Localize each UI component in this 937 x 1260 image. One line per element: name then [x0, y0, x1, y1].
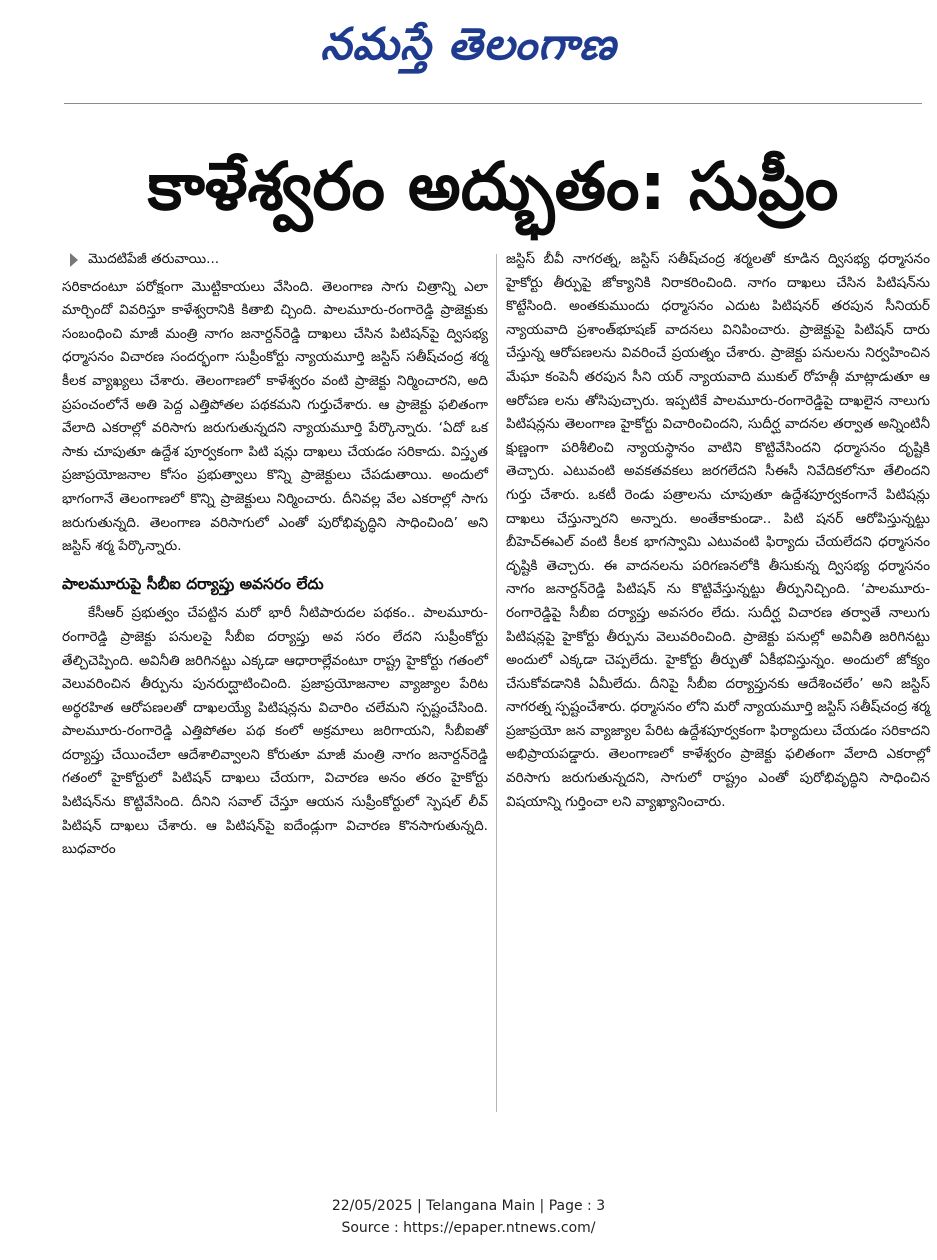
- newspaper-masthead: నమస్తే తెలంగాణ: [320, 19, 617, 70]
- section-subheading: పాలమూరుపై సీబీఐ దర్యాప్తు అవసరం లేదు: [62, 574, 324, 593]
- right-paragraph-1: జస్టిస్ బీవీ నాగరత్న, జస్టిస్ సతీష్‌చంద్ర శర్మలతో కూడిన ద్విసభ్య ధర్మాసనం హైకోర్టు తీర్పుపై జోక్యానికి నిరాకరించింది. నాగం దాఖలు చేసిన పిటిషన్‌ను కొట్టేసింది. అంతకుముందు ధర్మాసనం ఎదుట పిటిషనర్ తరపున సీనియర్ న్యాయవాది ప్రశాంత్‌భూషణ్ వాదనలు వినిపించారు. ప్రాజెక్టుపై పిటిషన్ దారు చేస్తున్న ఆరోపణలను వివరించే ప్రయత్నం చేశారు. ప్రాజెక్టు పనులను నిర్వహించిన మేఘా కంపెనీ తరపున సీని యర్ న్యాయవాది ముకుల్ రోహత్గీ మాట్లాడుతూ ఆ ఆరోపణ లను తోసిపుచ్చారు. ఇప్పటికే పాలమూరు-రంగారెడ్డిపై దాఖలైన నాలుగు పిటిషన్లను తెలంగాణ హైకోర్టు విచారించిందని, సుదీర్ఘ వాదనల తర్వాత అన్నింటినీ క్షుణ్ణంగా పరిశీలించి న్యాయస్థానం వాటిని కొట్టివేసిందని ధర్మాసనం దృష్టికి తెచ్చారు. ఎటువంటి అవకతవకలు జరగలేదని సీఈసీ నివేదికలోనూ తేలిందని గుర్తు చేశారు. ఒకటీ రెండు పత్రాలను చూపుతూ ఉద్దేశపూర్వకంగానే పిటిషన్లు దాఖలు చేస్తున్నారని అన్నారు. అంతేకాకుండా.. పిటి షనర్ ఆరోపిస్తున్నట్టు బీహెచ్‌ఈఎల్ వంటి కీలక భాగస్వామి ఎటువంటి ఫిర్యాదు చేయలేదని ధర్మాసనం దృష్టికి తెచ్చారు. ఈ వాదనలను పరిగణనలోకి తీసుకున్న ద్విసభ్య ధర్మాసనం నాగం జనార్దన్‌రెడ్డి పిటిషన్ ను కొట్టివేస్తున్నట్టు తీర్పునిచ్చింది. ‘పాలమూరు-రంగారెడ్డిపై సీబీఐ దర్యాప్తు అవసరం లేదు. సుదీర్ఘ విచారణ తర్వాతే నాలుగు పిటిషన్లపై హైకోర్టు తీర్పును వెలువరించింది. ప్రాజెక్టు పనుల్లో అవినీతి జరిగినట్టు అందులో ఎక్కడా చెప్పలేదు. హైకోర్టు తీర్పుతో ఏకీభవిస్తున్నం. అందులో జోక్యం చేసుకోవడానికి ఏమీలేదు. దీనిపై సీబీఐ దర్యాప్తునకు ఆదేశించలేం’ అని జస్టిస్ నాగరత్న స్పష్టంచేశారు. ధర్మాసనం లోని మరో న్యాయమూర్తి జస్టిస్ సతీష్‌చంద్ర శర్మ ప్రజాప్రయో జన వ్యాజ్యాల పేరిట ఉద్దేశపూర్వకంగా ఫిర్యాదులు చేయడం సరికాదని అభిప్రాయపడ్డారు. తెలంగాణలో కాళేశ్వరం ప్రాజెక్టు ఫలితంగా వేలాది ఎకరాల్లో వరిసాగు జరుగుతున్నదని, సాగులో రాష్ట్రం ఎంతో పురోభివృద్ధిని సాధించిన విషయాన్ని గుర్తించా లని వ్యాఖ్యానించారు.: [506, 251, 930, 810]
- left-paragraph-1: సరికాదంటూ పరోక్షంగా మొట్టికాయలు వేసింది. తెలంగాణ సాగు చిత్రాన్ని ఎలా మార్చిందో వివరిస్తూ కాళేశ్వరానికి కితాబి చ్చింది. పాలమూరు-రంగారెడ్డి ప్రాజెక్టుకు సంబంధించి మాజీ మంత్రి నాగం జనార్దన్‌రెడ్డి దాఖలు చేసిన పిటిషన్‌పై ద్విసభ్య ధర్మాసనం విచారణ సందర్భంగా సుప్రీంకోర్టు న్యాయమూర్తి జస్టిస్ సతీష్‌చంద్ర శర్మ కీలక వ్యాఖ్యలు చేశారు. తెలంగాణలో కాళేశ్వరం వంటి ప్రాజెక్టు నిర్మించారని, అది ప్రపంచంలోనే అతి పెద్ద ఎత్తిపోతల పథకమని గుర్తుచేశారు. ఆ ప్రాజెక్టు ఫలితంగా వేలాది ఎకరాల్లో వరిసాగు జరుగుతున్నదని న్యాయమూర్తి పేర్కొన్నారు. ‘ఏదో ఒక సాకు చూపుతూ ఉద్దేశ పూర్వకంగా పిటి షన్లు దాఖలు చేయడం సరికాదు. విస్తృత ప్రజాప్రయోజనాల కోసం ప్రభుత్వాలు కొన్ని ప్రాజెక్టులు చేపడుతాయి. అందులో భాగంగానే తెలంగాణలో కొన్ని ప్రాజెక్టులు నిర్మించారు. దీనివల్ల వేల ఎకరాల్లో సాగు జరుగుతున్నది. తెలంగాణ వరిసాగులో ఎంతో పురోభివృద్ధిని సాధించింది’ అని జస్టిస్ శర్మ పేర్కొన్నారు.: [62, 278, 488, 555]
- article-headline: కాళేశ్వరం అద్భుతం: సుప్రీం: [147, 148, 839, 225]
- continuation-arrow-icon: [70, 253, 78, 267]
- article-column-left: [62, 248, 488, 862]
- continuation-label: మొదటిపేజీ తరువాయి...: [88, 251, 220, 267]
- continuation-marker: [62, 248, 488, 272]
- article-column-right: [506, 248, 930, 814]
- footer-source: Source : https://epaper.ntnews.com/: [341, 1220, 596, 1236]
- masthead-divider: [64, 103, 922, 104]
- footer-edition-info: 22/05/2025 | Telangana Main | Page : 3: [331, 1198, 606, 1214]
- column-divider: [496, 254, 497, 1112]
- left-paragraph-2: కేసీఆర్ ప్రభుత్వం చేపట్టిన మరో భారీ నీటిపారుదల పథకం.. పాలమూరు-రంగారెడ్డి ప్రాజెక్టు పనులపై సీబీఐ దర్యాప్తు అవ సరం లేదని సుప్రీంకోర్టు తేల్చిచెప్పింది. అవినీతి జరిగినట్టు ఎక్కడా ఆధారాల్లేవంటూ రాష్ట్ర హైకోర్టు గతంలో వెలువరించిన తీర్పును పునరుద్ఘాటించింది. ప్రజాప్రయోజనాల వ్యాజ్యాల పేరిట అర్థరహిత ఆరోపణలతో దాఖలయ్యే పిటిషన్లను విచారిం చలేమని స్పష్టంచేసింది. పాలమూరు-రంగారెడ్డి ఎత్తిపోతల పథ కంలో అక్రమాలు జరిగాయని, సీబీఐతో దర్యాప్తు చేయించేలా ఆదేశాలివ్వాలని కోరుతూ మాజీ మంత్రి నాగం జనార్దన్‌రెడ్డి గతంలో హైకోర్టులో పిటిషన్ దాఖలు చేయగా, విచారణ అనం తరం హైకోర్టు పిటిషన్‌ను కొట్టివేసింది. దీనిని సవాల్ చేస్తూ ఆయన సుప్రీంకోర్టులో స్పెషల్ లీవ్ పిటిషన్ దాఖలు చేశారు. ఆ పిటిషన్‌పై ఐదేండ్లుగా విచారణ కొనసాగుతున్నది. బుధవారం: [62, 605, 488, 858]
